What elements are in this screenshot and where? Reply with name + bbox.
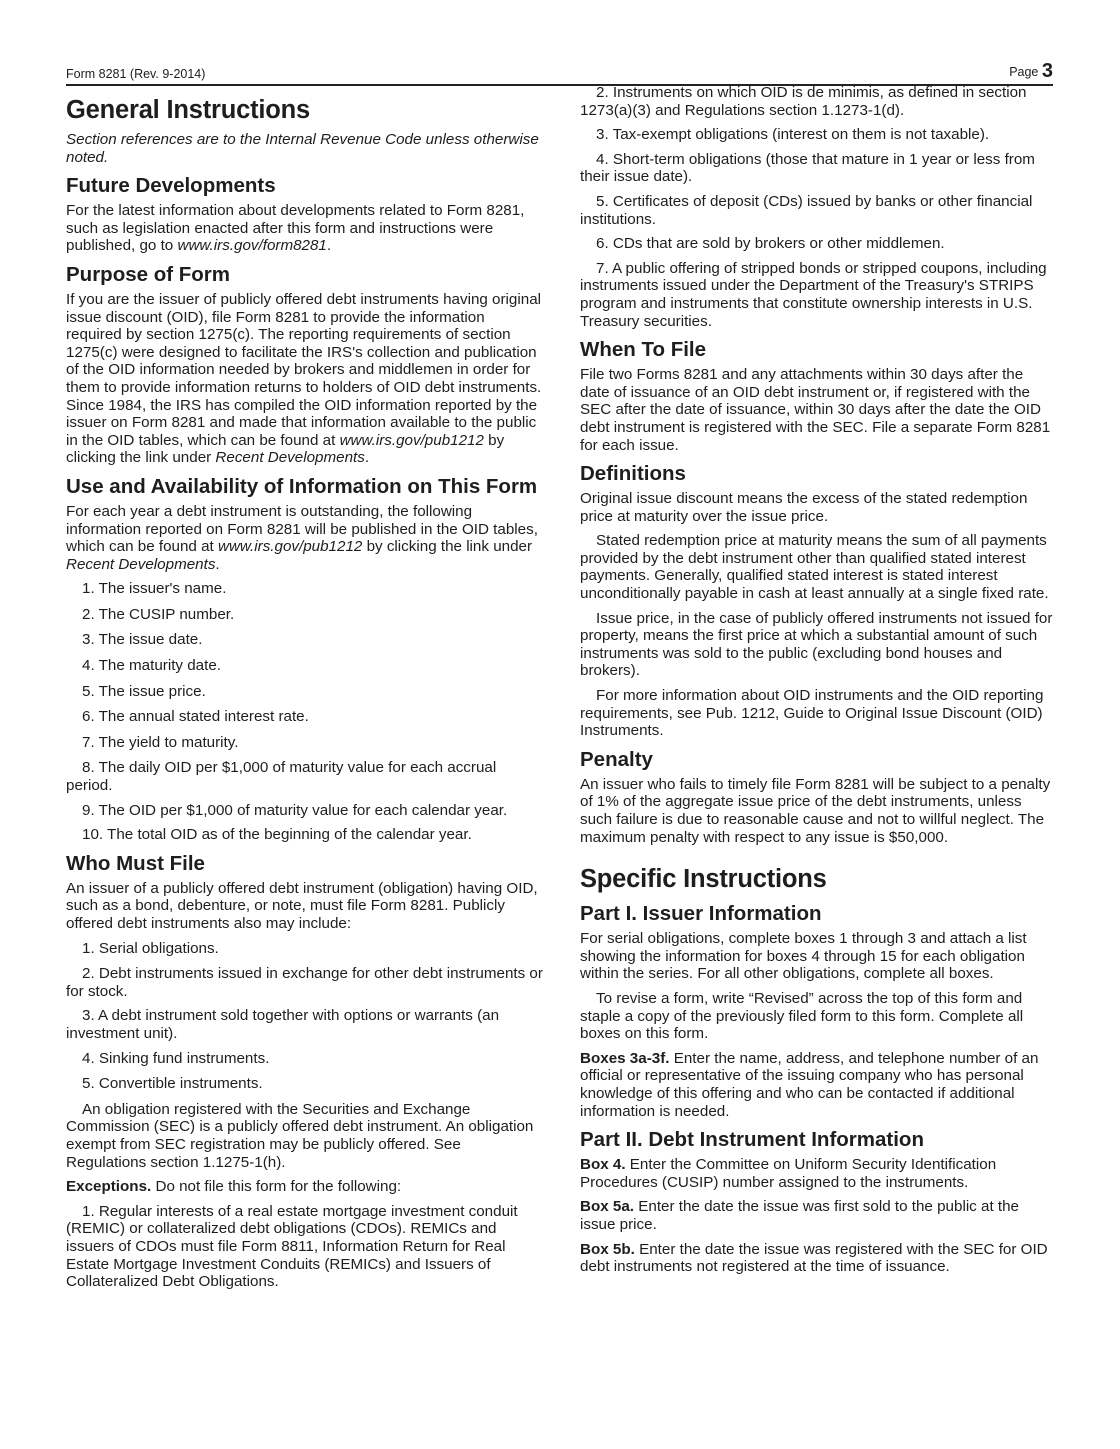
left-column [66, 84, 543, 1298]
general-instructions-title: General Instructions [66, 96, 310, 124]
box5b-text: Box 5b. Enter the date the issue was registered with the SEC for OID debt instruments not registered at the time of issuance. [580, 1240, 1048, 1276]
boxes-3a-3f-text: Boxes 3a-3f. Enter the name, address, and telephone number of an official or representative of the issuing company who has personal knowledge of this offering and who can be contacted if additional information is needed. [580, 1049, 1039, 1120]
list-item: 3. Tax-exempt obligations (interest on them is not taxable). [596, 126, 990, 144]
list-item: 5. The issue price. [82, 682, 206, 700]
recent-developments-link[interactable]: Recent Developments [66, 555, 216, 573]
list-item: 3. The issue date. [82, 631, 203, 649]
right-column [580, 84, 1054, 1283]
use-availability-heading: Use and Availability of Information on This Form [66, 474, 538, 498]
page-header [66, 60, 1053, 86]
part2-heading: Part II. Debt Instrument Information [580, 1128, 924, 1152]
general-intro: Section references are to the Internal Revenue Code unless otherwise noted. [66, 131, 539, 166]
penalty-text: An issuer who fails to timely file Form 8281 will be subject to a penalty of 1% of the aggregate issue price of the debt instruments, unless such failure is due to reasonable cause and not to willful neglect. The maximum penalty with respect to any issue is $50,000. [580, 775, 1051, 846]
page-label: Page [1009, 65, 1039, 79]
form-identifier: Form 8281 (Rev. 9-2014) [66, 67, 206, 81]
list-item: 1. Regular interests of a real estate mortgage investment conduit (REMIC) or collateralized debt obligations (CDOs). REMICs and issuers of CDOs must file Form 8811, Information Return for Real Estate Mortgage Investment Conduits (REMICs) and Issuers of Collateralized Debt Obligations. [66, 1202, 518, 1291]
specific-instructions-title: Specific Instructions [580, 865, 827, 894]
part1-heading: Part I. Issuer Information [580, 902, 822, 926]
definition-paragraph: For more information about OID instruments and the OID reporting requirements, see Pub. 1212, Guide to Original Issue Discount (OID) Instruments. [580, 687, 1044, 740]
list-item: 9. The OID per $1,000 of maturity value for each calendar year. [82, 801, 508, 819]
who-must-file-text: An issuer of a publicly offered debt instrument (obligation) having OID, such as a bond, debenture, or note, must file Form 8281. Publicly offered debt instruments also may include: [66, 879, 538, 932]
use-availability-text: For each year a debt instrument is outstanding, the following information reported on Form 8281 will be published in the OID tables, which can be found at www.irs.gov/pub1212 by clicking the link under Recent Developments. [66, 502, 538, 573]
list-item: 10. The total OID as of the beginning of the calendar year. [82, 826, 472, 844]
definitions-heading: Definitions [580, 462, 686, 486]
future-developments-heading: Future Developments [66, 174, 276, 198]
definition-paragraph: Stated redemption price at maturity means the sum of all payments provided by the debt instrument other than qualified stated interest payments. Generally, qualified stated interest is stated interest unconditionally payable in cash at least annually at a single fixed rate. [580, 532, 1049, 603]
who-must-file-heading: Who Must File [66, 851, 205, 875]
list-item: 6. CDs that are sold by brokers or other middlemen. [596, 235, 945, 253]
list-item: 2. The CUSIP number. [82, 605, 235, 623]
form8281-link[interactable]: www.irs.gov/form8281 [177, 237, 327, 255]
list-item: 8. The daily OID per $1,000 of maturity value for each accrual period. [66, 759, 497, 795]
list-item: 4. Short-term obligations (those that mature in 1 year or less from their issue date). [580, 150, 1035, 186]
purpose-text: If you are the issuer of publicly offered debt instruments having original issue discount (OID), file Form 8281 to provide the information required by section 1275(c). The reporting requirements of section 1275(c) were designed to facilitate the IRS's collection and publication of the OID information needed by brokers and middlemen in order for them to provide information returns to holders of OID debt instruments. Since 1984, the IRS has compiled the OID information reported by the issuer on Form 8281 and made that information available to the public in the OID tables, which can be found at www.irs.gov/pub1212 by clicking the link under Recent Developments. [66, 290, 542, 467]
when-to-file-text: File two Forms 8281 and any attachments within 30 days after the date of issuance of an OID debt instrument or, if registered with the SEC after the date of issuance, within 30 days after the date the OID debt instrument is registered with the SEC. File a separate Form 8281 for each issue. [580, 366, 1051, 454]
list-item: 4. Sinking fund instruments. [82, 1049, 270, 1067]
definition-paragraph: Issue price, in the case of publicly offered instruments not issued for property, means the first price at which a substantial amount of such instruments was sold to the public (excluding bond houses and brokers). [580, 609, 1053, 680]
list-item: 5. Certificates of deposit (CDs) issued by banks or other financial institutions. [580, 192, 1033, 228]
part1-text: For serial obligations, complete boxes 1 through 3 and attach a list showing the information for boxes 4 through 15 for each obligation within the series. For all other obligations, complete all boxes. [580, 930, 1027, 983]
penalty-heading: Penalty [580, 747, 653, 771]
list-item: 7. A public offering of stripped bonds or stripped coupons, including instruments issued under the Department of the Treasury's STRIPS program and instruments that constitute ownership interests in U.S. Treasury securities. [580, 259, 1047, 330]
definition-paragraph: Original issue discount means the excess of the stated redemption price at maturity over the issue price. [580, 490, 1028, 525]
when-to-file-heading: When To File [580, 338, 707, 362]
recent-developments-link[interactable]: Recent Developments [215, 449, 365, 467]
purpose-heading: Purpose of Form [66, 262, 231, 286]
list-item: 7. The yield to maturity. [82, 733, 239, 751]
list-item: 1. Serial obligations. [82, 939, 219, 957]
list-item: 3. A debt instrument sold together with options or warrants (an investment unit). [66, 1007, 500, 1042]
list-item: 2. Instruments on which OID is de minimis, as defined in section 1273(a)(3) and Regulations section 1.1273-1(d). [580, 84, 1027, 119]
list-item: 2. Debt instruments issued in exchange for other debt instruments or for stock. [66, 965, 543, 1000]
list-item: 6. The annual stated interest rate. [82, 708, 309, 726]
sec-registration-text: An obligation registered with the Securities and Exchange Commission (SEC) is a publicly offered debt instrument. An obligation exempt from SEC registration may be publicly offered. See Regulations section 1.1275-1(h). [66, 1100, 534, 1171]
page-number-value: 3 [1041, 60, 1053, 82]
list-item: 5. Convertible instruments. [82, 1075, 263, 1093]
list-item: 4. The maturity date. [82, 657, 222, 675]
pub1212-link[interactable]: www.irs.gov/pub1212 [339, 431, 484, 449]
revise-text: To revise a form, write “Revised” across the top of this form and staple a copy of the previously filed form to this form. Complete all boxes on this form. [580, 989, 1024, 1043]
future-developments-text: For the latest information about developments related to Form 8281, such as legislation enacted after this form and instructions were published, go to www.irs.gov/form8281. [66, 202, 525, 255]
exceptions-text: Exceptions. Do not file this form for the following: [66, 1178, 402, 1196]
box5a-text: Box 5a. Enter the date the issue was first sold to the public at the issue price. [580, 1198, 1019, 1233]
list-item: 1. The issuer's name. [82, 580, 227, 598]
pub1212-link[interactable]: www.irs.gov/pub1212 [217, 538, 363, 556]
page-number [1009, 60, 1053, 83]
box4-text: Box 4. Enter the Committee on Uniform Security Identification Procedures (CUSIP) number assigned to the instruments. [580, 1156, 997, 1191]
